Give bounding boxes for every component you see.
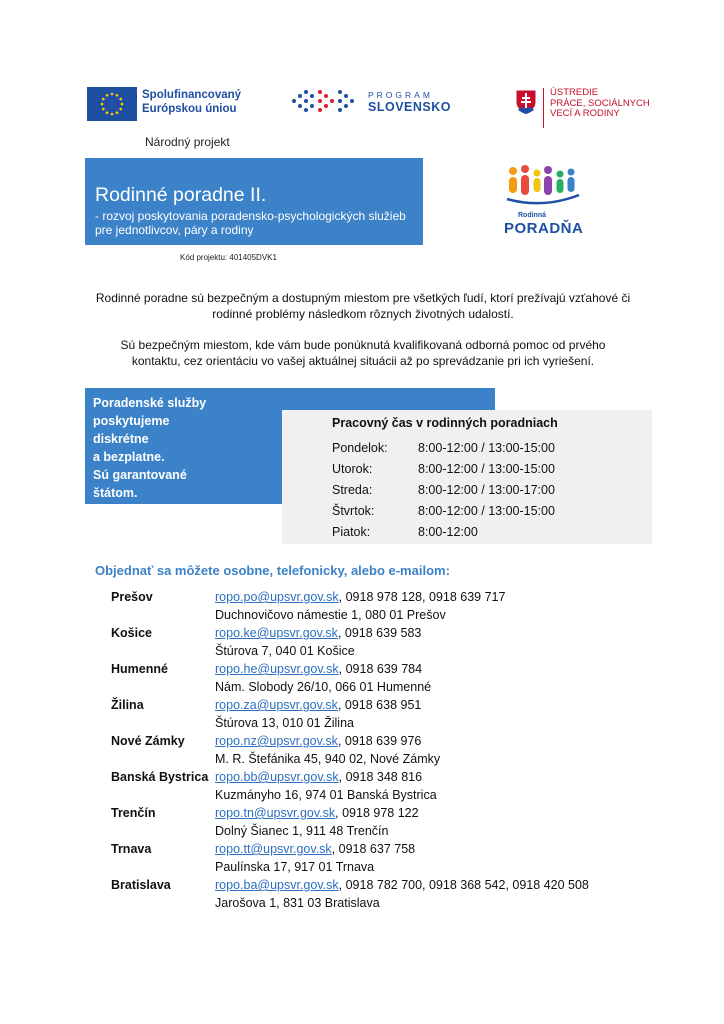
hours-time: 8:00-12:00 / 13:00-15:00 <box>418 504 555 518</box>
project-title-box <box>85 158 423 245</box>
office-address: Dolný Šianec 1, 911 48 Trenčín <box>215 824 389 838</box>
hours-day: Utorok: <box>332 462 373 476</box>
office-address: Nám. Slobody 26/10, 066 01 Humenné <box>215 680 432 694</box>
hours-day: Piatok: <box>332 525 371 539</box>
office-city: Trenčín <box>111 806 156 820</box>
office-city: Nové Zámky <box>111 734 185 748</box>
office-address: Duchnovičovo námestie 1, 080 01 Prešov <box>215 608 446 622</box>
ustredie-text: ÚSTREDIE PRÁCE, SOCIÁLNYCH VECÍ A RODINY <box>550 87 650 119</box>
hours-day: Pondelok: <box>332 441 388 455</box>
office-phones: , 0918 639 976 <box>337 734 422 748</box>
hours-row <box>332 438 555 458</box>
office-city: Prešov <box>111 590 153 604</box>
hours-time: 8:00-12:00 / 13:00-15:00 <box>418 462 555 476</box>
office-phones: , 0918 782 700, 0918 368 542, 0918 420 508 <box>338 878 589 892</box>
office-email-link[interactable]: ropo.he@upsvr.gov.sk <box>215 662 339 676</box>
working-hours-title: Pracovný čas v rodinných poradniach <box>332 416 558 430</box>
list-item <box>111 804 651 840</box>
project-code: Kód projektu: 401405DVK1 <box>180 253 277 262</box>
hours-row <box>332 522 478 542</box>
hours-time: 8:00-12:00 / 13:00-15:00 <box>418 441 555 455</box>
rodinna-poradna-logo-text: PORADŇA <box>504 220 584 237</box>
services-text: Poradenské služby poskytujeme diskrétne a bezplatne. Sú garantované štátom. <box>93 396 207 500</box>
office-city: Bratislava <box>111 878 171 892</box>
office-city: Košice <box>111 626 152 640</box>
eu-flag-logo <box>87 87 137 121</box>
list-item <box>111 588 651 624</box>
working-hours-box <box>282 410 652 544</box>
list-item <box>111 876 651 912</box>
ustredie-divider <box>543 88 544 128</box>
office-email-link[interactable]: ropo.bb@upsvr.gov.sk <box>215 770 339 784</box>
intro-paragraph-2: Sú bezpečným miestom, kde vám bude ponúknutá kvalifikovaná odborná pomoc od prvého kontaktu, cez orientáciu vo vašej aktuálnej situácii až po sprevádzanie pri ich vyriešení. <box>120 338 606 368</box>
office-city: Banská Bystrica <box>111 770 209 784</box>
office-email-link[interactable]: ropo.ba@upsvr.gov.sk <box>215 878 339 892</box>
office-address: Štúrova 13, 010 01 Žilina <box>215 716 354 730</box>
office-city: Humenné <box>111 662 168 676</box>
office-email-link[interactable]: ropo.za@upsvr.gov.sk <box>215 698 338 712</box>
contacts-title: Objednať sa môžete osobne, telefonicky, alebo e-mailom: <box>95 563 450 578</box>
office-address: Kuzmányho 16, 974 01 Banská Bystrica <box>215 788 437 802</box>
list-item <box>111 732 651 768</box>
office-address: Štúrova 7, 040 01 Košice <box>215 644 355 658</box>
office-city: Trnava <box>111 842 152 856</box>
list-item <box>111 696 651 732</box>
contacts-list <box>111 588 651 912</box>
intro-paragraph-1: Rodinné poradne sú bezpečným a dostupným miestom pre všetkých ľudí, ktorí prežívajú vzťahové či rodinné problémy následkom rôznych životných udalostí. <box>95 291 631 321</box>
program-slovensko-arrows-logo <box>290 88 362 114</box>
office-address: Paulínska 17, 917 01 Trnava <box>215 860 375 874</box>
list-item <box>111 768 651 804</box>
hours-day: Štvrtok: <box>332 504 375 518</box>
office-address: Jarošova 1, 831 03 Bratislava <box>215 896 380 910</box>
project-subtitle: - rozvoj poskytovania poradensko-psychologických služieb pre jednotlivcov, páry a rodiny <box>95 209 406 237</box>
rodinna-poradna-logo-small-text: Rodinná <box>518 212 546 219</box>
hours-time: 8:00-12:00 / 13:00-17:00 <box>418 483 555 497</box>
office-city: Žilina <box>111 698 144 712</box>
hours-row <box>332 480 555 500</box>
office-email-link[interactable]: ropo.ke@upsvr.gov.sk <box>215 626 338 640</box>
office-phones: , 0918 978 122 <box>335 806 419 820</box>
hours-row <box>332 501 555 521</box>
national-project-label: Národný projekt <box>145 135 230 149</box>
office-email-link[interactable]: ropo.tn@upsvr.gov.sk <box>215 806 336 820</box>
list-item <box>111 660 651 696</box>
office-phones: , 0918 978 128, 0918 639 717 <box>338 590 506 604</box>
hours-row <box>332 459 555 479</box>
office-email-link[interactable]: ropo.nz@upsvr.gov.sk <box>215 734 338 748</box>
office-email-link[interactable]: ropo.po@upsvr.gov.sk <box>215 590 339 604</box>
office-email-link[interactable]: ropo.tt@upsvr.gov.sk <box>215 842 332 856</box>
list-item <box>111 840 651 876</box>
office-phones: , 0918 637 758 <box>331 842 416 856</box>
hours-day: Streda: <box>332 483 373 497</box>
eu-cofinancing-text: Spolufinancovaný Európskou úniou <box>142 89 242 115</box>
hours-time: 8:00-12:00 <box>418 525 478 539</box>
office-phones: , 0918 638 951 <box>337 698 422 712</box>
office-phones: , 0918 639 784 <box>338 662 423 676</box>
office-address: M. R. Štefánika 45, 940 02, Nové Zámky <box>215 752 441 766</box>
slovak-coat-of-arms-icon <box>515 89 537 115</box>
project-title: Rodinné poradne II. <box>95 184 267 206</box>
program-slovensko-text: PROGRAM SLOVENSKO <box>368 90 451 114</box>
office-phones: , 0918 639 583 <box>337 626 422 640</box>
office-phones: , 0918 348 816 <box>338 770 423 784</box>
list-item <box>111 624 651 660</box>
